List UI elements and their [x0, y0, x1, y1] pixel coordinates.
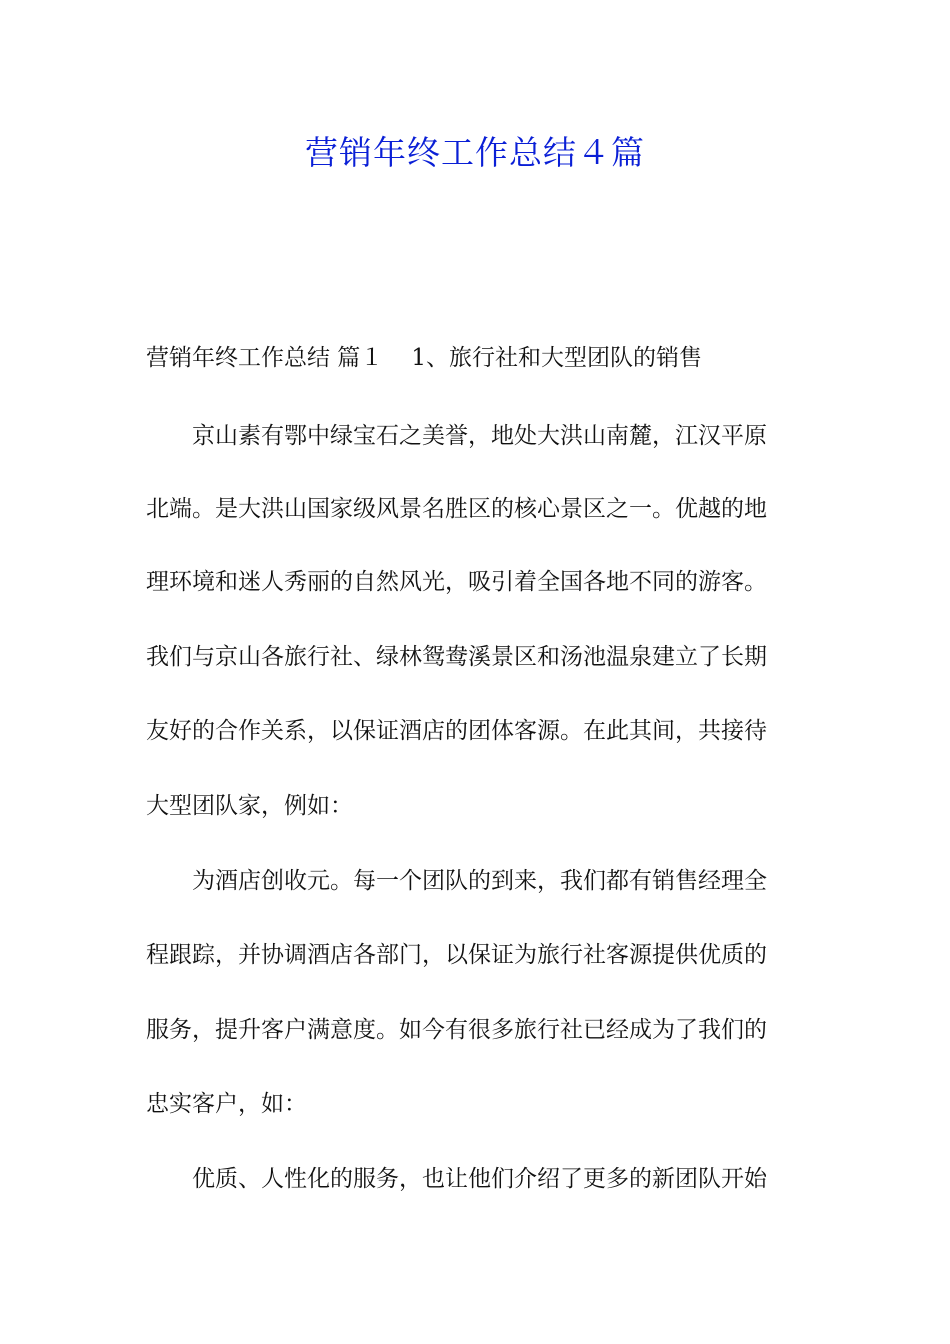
paragraph-line: 大型团队家，例如： [146, 793, 353, 819]
paragraph-line: 友好的合作关系，以保证酒店的团体客源。在此其间，共接待 [146, 718, 767, 744]
document-title: 营销年终工作总结４篇 [305, 133, 645, 172]
section-subheading: 1、旅行社和大型团队的销售 [411, 345, 702, 371]
paragraph-line: 理环境和迷人秀丽的自然风光，吸引着全国各地不同的游客。 [146, 569, 767, 595]
paragraph-line: 忠实客户，如： [146, 1091, 307, 1117]
paragraph-line: 程跟踪，并协调酒店各部门，以保证为旅行社客源提供优质的 [146, 942, 767, 968]
paragraph-line: 服务，提升客户满意度。如今有很多旅行社已经成为了我们的 [146, 1017, 767, 1043]
paragraph-line: 优质、人性化的服务，也让他们介绍了更多的新团队开始 [192, 1166, 767, 1192]
paragraph-line: 京山素有鄂中绿宝石之美誉，地处大洪山南麓，江汉平原 [192, 423, 767, 449]
paragraph-line: 北端。是大洪山国家级风景名胜区的核心景区之一。优越的地 [146, 496, 767, 522]
paragraph-line: 为酒店创收元。每一个团队的到来，我们都有销售经理全 [192, 868, 767, 894]
paragraph-line: 我们与京山各旅行社、绿林鸳鸯溪景区和汤池温泉建立了长期 [146, 644, 767, 670]
section-label: 营销年终工作总结 篇１ [146, 345, 384, 371]
section-heading-line [146, 340, 808, 376]
